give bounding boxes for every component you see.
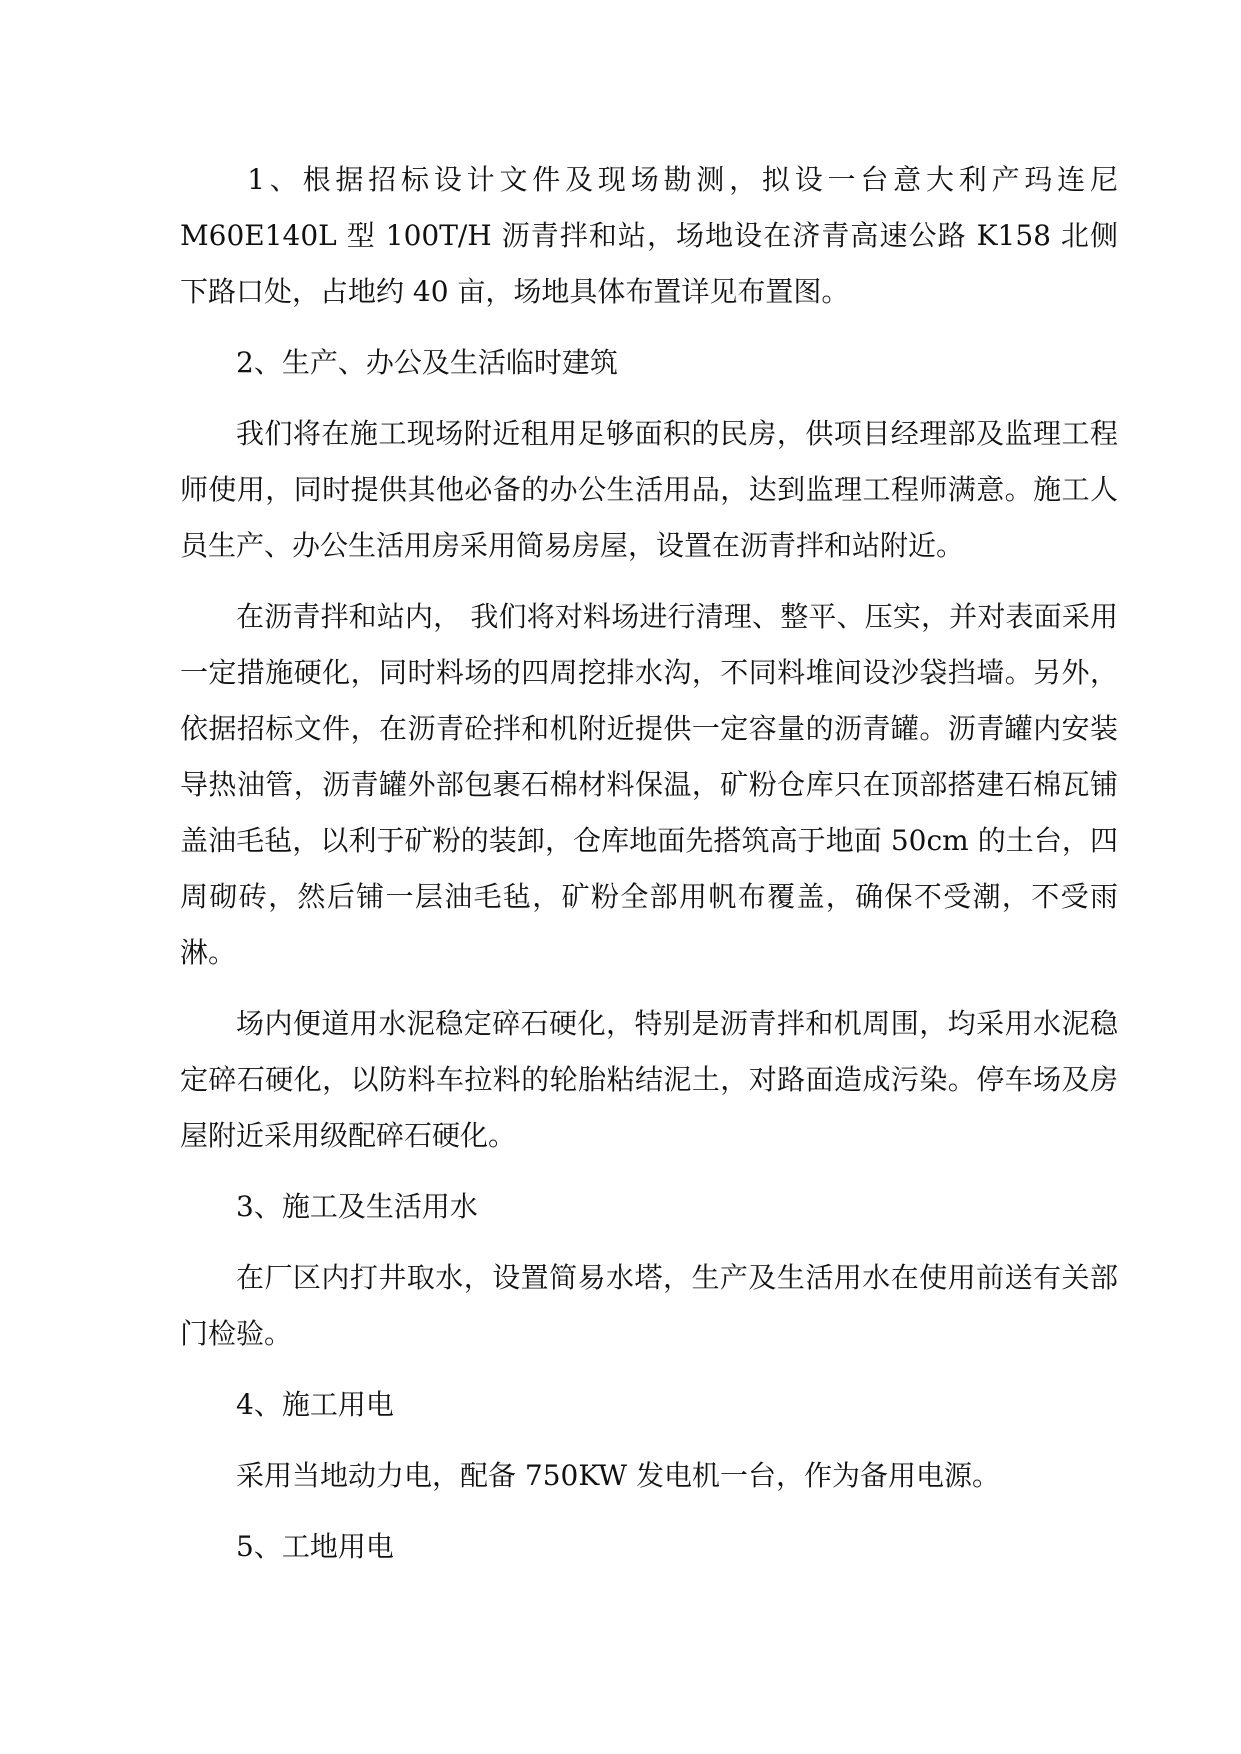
heading-site-power: 5、工地用电	[236, 1530, 394, 1563]
heading-water-supply: 3、施工及生活用水	[236, 1190, 478, 1223]
paragraph-office-housing: 我们将在施工现场附近租用足够面积的民房，供项目经理部及监理工程师使用，同时提供其他必备的办公生活用品，达到监理工程师满意。施工人员生产、办公生活用房采用简易房屋，设置在沥青拌和站附近。	[180, 417, 1118, 562]
paragraph-site-roads: 场内便道用水泥稳定碎石硬化，特别是沥青拌和机周围，均采用水泥稳定碎石硬化，以防料车拉料的轮胎粘结泥土，对路面造成污染。停车场及房屋附近采用级配碎石硬化。	[180, 1007, 1118, 1152]
paragraph-asphalt-plant-site: 1、根据招标设计文件及现场勘测，拟设一台意大利产玛连尼 M60E140L 型 100T/H 沥青拌和站，场地设在济青高速公路 K158 北侧下路口处，占地约 40 亩，场地具体布置详见布置图。	[180, 163, 1118, 308]
paragraph-material-yard: 在沥青拌和站内， 我们将对料场进行清理、整平、压实，并对表面采用一定措施硬化，同时料场的四周挖排水沟，不同料堆间设沙袋挡墙。另外，依据招标文件，在沥青砼拌和机附近提供一定容量的沥青罐。沥青罐内安装导热油管，沥青罐外部包裹石棉材料保温，矿粉仓库只在顶部搭建石棉瓦铺盖油毛毡，以利于矿粉的装卸，仓库地面先搭筑高于地面 50cm 的土台，四周砌砖，然后铺一层油毛毡，矿粉全部用帆布覆盖，确保不受潮，不受雨淋。	[180, 600, 1118, 969]
paragraph-water-supply: 在厂区内打井取水，设置简易水塔，生产及生活用水在使用前送有关部门检验。	[180, 1261, 1118, 1350]
document-page	[180, 152, 1118, 1590]
heading-construction-power: 4、施工用电	[236, 1388, 394, 1421]
heading-temporary-buildings: 2、生产、办公及生活临时建筑	[236, 346, 618, 379]
paragraph-construction-power: 采用当地动力电，配备 750KW 发电机一台，作为备用电源。	[236, 1459, 1000, 1492]
